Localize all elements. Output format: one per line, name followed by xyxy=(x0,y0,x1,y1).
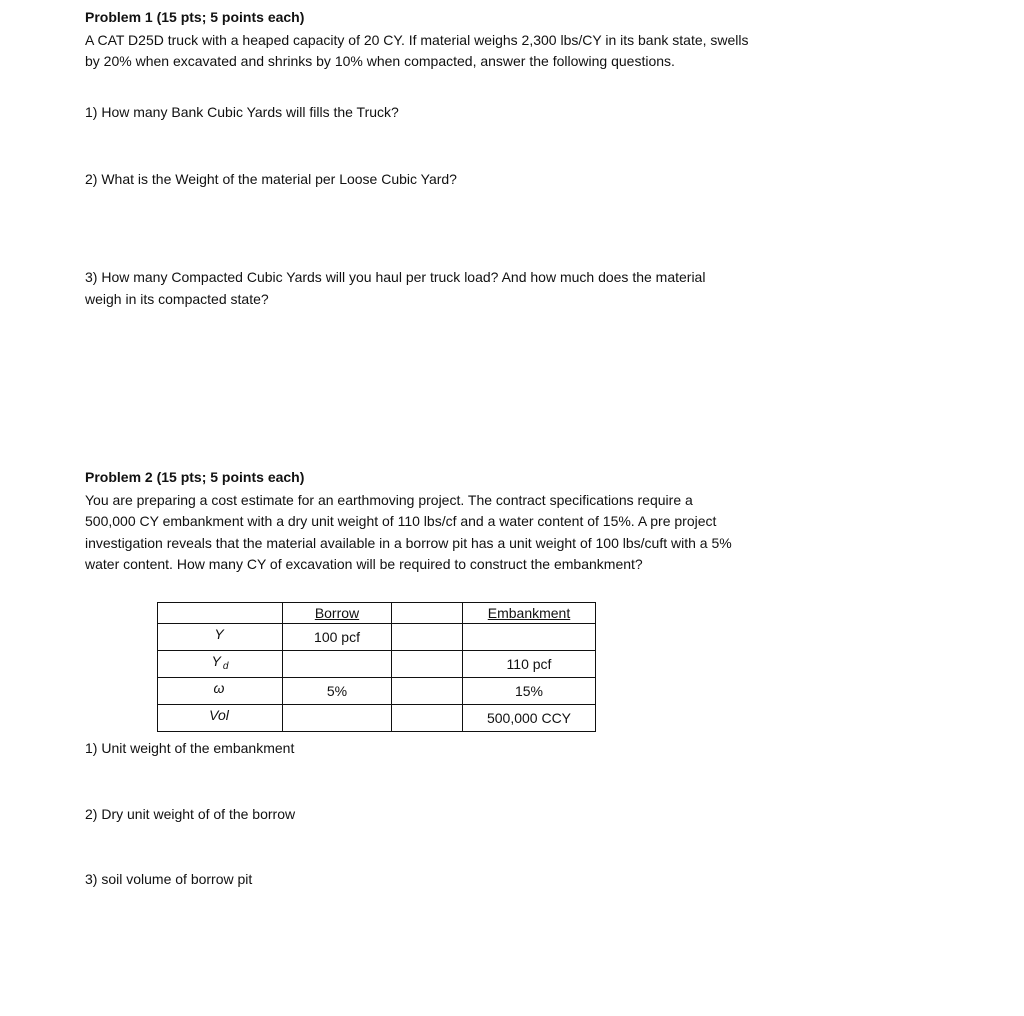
problem2-text-line: 500,000 CY embankment with a dry unit weight of 110 lbs/cf and a water content of 15%. A pre project xyxy=(85,513,717,529)
table-cell xyxy=(392,678,463,705)
problem2-text-line: water content. How many CY of excavation will be required to construct the embankment? xyxy=(85,556,643,572)
table-cell xyxy=(392,624,463,651)
problem2-question-1: 1) Unit weight of the embankment xyxy=(85,740,295,756)
table-header-cell xyxy=(392,603,463,624)
table-cell xyxy=(463,624,596,651)
problem1-question-3-cont: weigh in its compacted state? xyxy=(85,291,269,307)
row-label-vol: Vol xyxy=(158,705,283,732)
row-label-gamma: Y xyxy=(158,624,283,651)
table-cell: 500,000 CCY xyxy=(463,705,596,732)
problem2-question-3: 3) soil volume of borrow pit xyxy=(85,871,253,887)
problem1-question-1: 1) How many Bank Cubic Yards will fills the Truck? xyxy=(85,104,399,120)
table-cell xyxy=(392,705,463,732)
soil-properties-table xyxy=(157,602,596,732)
table-cell xyxy=(283,651,392,678)
table-cell xyxy=(392,651,463,678)
problem2-heading: Problem 2 (15 pts; 5 points each) xyxy=(85,469,305,485)
problem2-text-line: investigation reveals that the material available in a borrow pit has a unit weight of 100 lbs/cuft with a 5% xyxy=(85,535,732,551)
problem1-question-2: 2) What is the Weight of the material per Loose Cubic Yard? xyxy=(85,171,457,187)
problem2-question-2: 2) Dry unit weight of of the borrow xyxy=(85,806,296,822)
table-row xyxy=(158,678,596,705)
problem1-heading: Problem 1 (15 pts; 5 points each) xyxy=(85,9,305,25)
row-label-omega: ω xyxy=(158,678,283,705)
table-cell xyxy=(283,705,392,732)
problem1-text-line: A CAT D25D truck with a heaped capacity of 20 CY. If material weighs 2,300 lbs/CY in its bank state, swells xyxy=(85,32,749,48)
table-header-embankment: Embankment xyxy=(463,603,596,624)
table-cell: 100 pcf xyxy=(283,624,392,651)
problem2-text-line: You are preparing a cost estimate for an earthmoving project. The contract specifications require a xyxy=(85,492,693,508)
table-header-borrow: Borrow xyxy=(283,603,392,624)
table-row xyxy=(158,624,596,651)
problem1-question-3: 3) How many Compacted Cubic Yards will you haul per truck load? And how much does the material xyxy=(85,269,706,285)
problem1-text-line: by 20% when excavated and shrinks by 10% when compacted, answer the following questions. xyxy=(85,53,675,69)
table-cell: 5% xyxy=(283,678,392,705)
table-row xyxy=(158,705,596,732)
table-cell: 15% xyxy=(463,678,596,705)
table-cell: 110 pcf xyxy=(463,651,596,678)
table-header-row xyxy=(158,603,596,624)
row-label-gamma-d: Y $_d$ xyxy=(158,651,283,678)
table-header-cell xyxy=(158,603,283,624)
table-row xyxy=(158,651,596,678)
